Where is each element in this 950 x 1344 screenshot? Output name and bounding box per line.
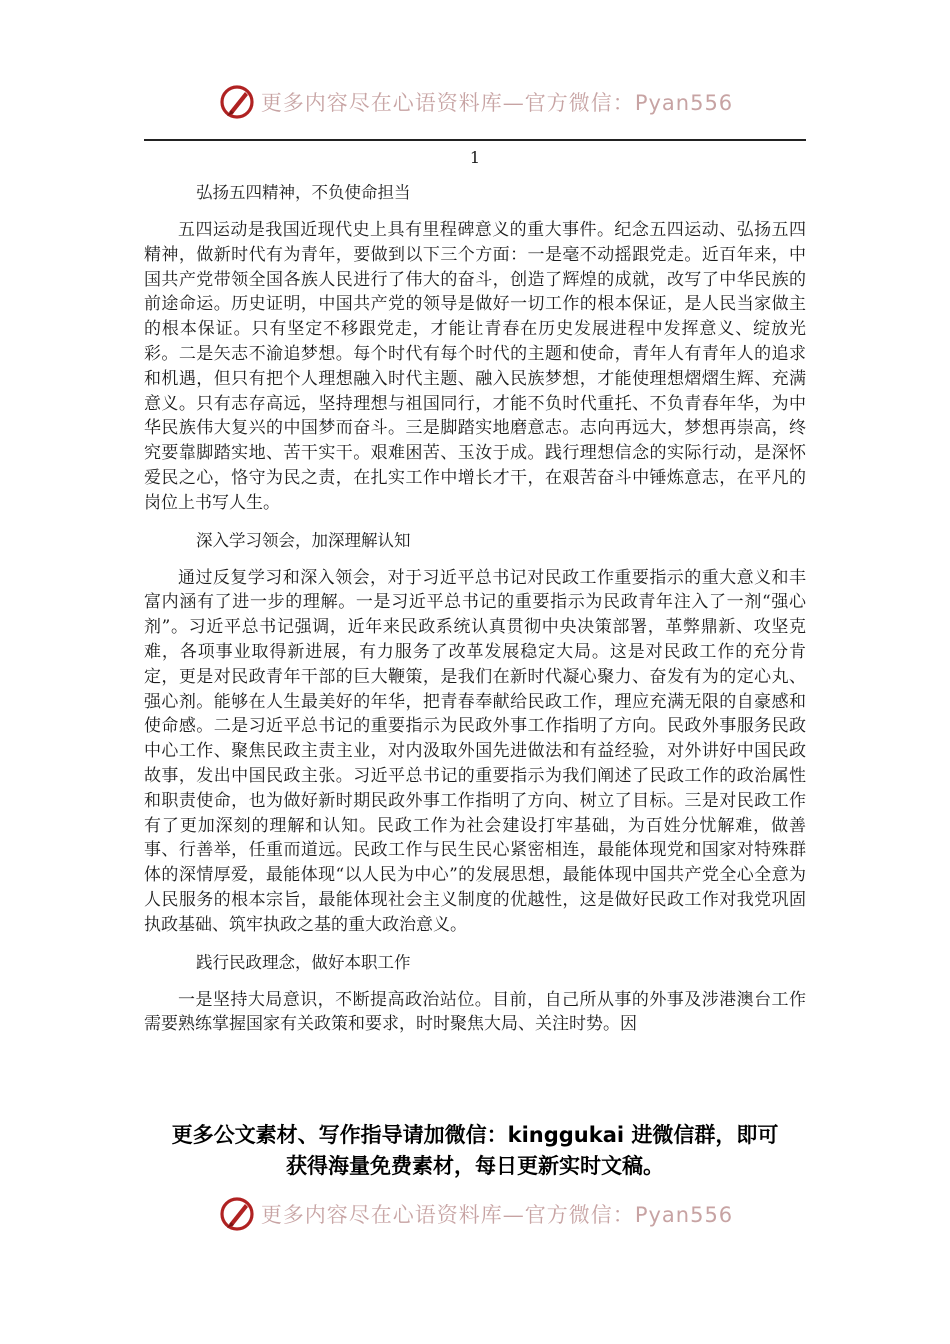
page-number: 1 bbox=[469, 148, 481, 167]
document-body bbox=[144, 180, 806, 1049]
pen-logo-icon bbox=[217, 82, 257, 122]
paragraph: 五四运动是我国近现代史上具有里程碑意义的重大事件。纪念五四运动、弘扬五四精神，做新时代有为青年，要做到以下三个方面：一是毫不动摇跟党走。近百年来，中国共产党带领全国各族人民进行了伟大的奋斗，创造了辉煌的成就，改写了中华民族的前途命运。历史证明，中国共产党的领导是做好一切工作的根本保证，是人民当家做主的根本保证。只有坚定不移跟党走，才能让青春在历史发展进程中发挥意义、绽放光彩。二是矢志不渝追梦想。每个时代有每个时代的主题和使命，青年人有青年人的追求和机遇，但只有把个人理想融入时代主题、融入民族梦想，才能使理想熠熠生辉、充满意义。只有志存高远，坚持理想与祖国同行，才能不负时代重托、不负青春年华，为中华民族伟大复兴的中国梦而奋斗。三是脚踏实地磨意志。志向再远大，梦想再崇高，终究要靠脚踏实地、苦干实干。艰难困苦、玉汝于成。践行理想信念的实际行动，是深怀爱民之心，恪守为民之责，在扎实工作中增长才干，在艰苦奋斗中锤炼意志，在平凡的岗位上书写人生。 bbox=[144, 220, 806, 513]
promo-line-2: 获得海量免费素材，每日更新实时文稿。 bbox=[286, 1154, 664, 1178]
header-banner bbox=[0, 80, 950, 124]
paragraph: 通过反复学习和深入领会，对于习近平总书记对民政工作重要指示的重大意义和丰富内涵有了进一步的理解。一是习近平总书记的重要指示为民政青年注入了一剂“强心剂”。习近平总书记强调，近年来民政系统认真贯彻中央决策部署，革弊鼎新、攻坚克难，各项事业取得新进展，有力服务了改革发展稳定大局。这是对民政工作的充分肯定，更是对民政青年干部的巨大鞭策，是我们在新时代凝心聚力、奋发有为的定心丸、强心剂。能够在人生最美好的年华，把青春奉献给民政工作，理应充满无限的自豪感和使命感。二是习近平总书记的重要指示为民政外事工作指明了方向。民政外事服务民政中心工作、聚焦民政主责主业，对内汲取外国先进做法和有益经验，对外讲好中国民政故事，发出中国民政主张。习近平总书记的重要指示为我们阐述了民政工作的政治属性和职责使命，也为做好新时期民政外事工作指明了方向、树立了目标。三是对民政工作有了更加深刻的理解和认知。民政工作为社会建设打牢基础，为百姓分忧解难，做善事、行善举，任重而道远。民政工作与民生民心紧密相连，最能体现党和国家对特殊群体的深情厚爱，最能体现“以人民为中心”的发展思想，最能体现中国共产党全心全意为人民服务的根本宗旨，最能体现社会主义制度的优越性，这是做好民政工作对我党巩固执政基础、筑牢执政之基的重大政治意义。 bbox=[144, 567, 806, 935]
promo-notice bbox=[0, 1120, 950, 1182]
section-heading-3: 践行民政理念，做好本职工作 bbox=[196, 952, 411, 972]
promo-line-1: 更多公文素材、写作指导请加微信：kinggukai 进微信群，即可 bbox=[171, 1123, 779, 1147]
footer-banner-text: 更多内容尽在心语资料库—官方微信：Pyan556 bbox=[260, 1203, 734, 1227]
pen-logo-icon bbox=[217, 1194, 257, 1234]
header-wechat-id: Pyan556 bbox=[634, 91, 734, 115]
footer-banner bbox=[0, 1192, 950, 1236]
section-heading-1: 弘扬五四精神，不负使命担当 bbox=[196, 183, 411, 202]
header-banner-text: 更多内容尽在心语资料库—官方微信：Pyan556 bbox=[260, 91, 734, 115]
footer-wechat-id: Pyan556 bbox=[634, 1203, 734, 1227]
section-heading-2: 深入学习领会，加深理解认知 bbox=[196, 530, 411, 550]
paragraph: 一是坚持大局意识，不断提高政治站位。目前，自己所从事的外事及涉港澳台工作需要熟练掌握国家有关政策和要求，时时聚焦大局、关注时势。因 bbox=[144, 989, 806, 1035]
header-divider bbox=[144, 139, 806, 141]
